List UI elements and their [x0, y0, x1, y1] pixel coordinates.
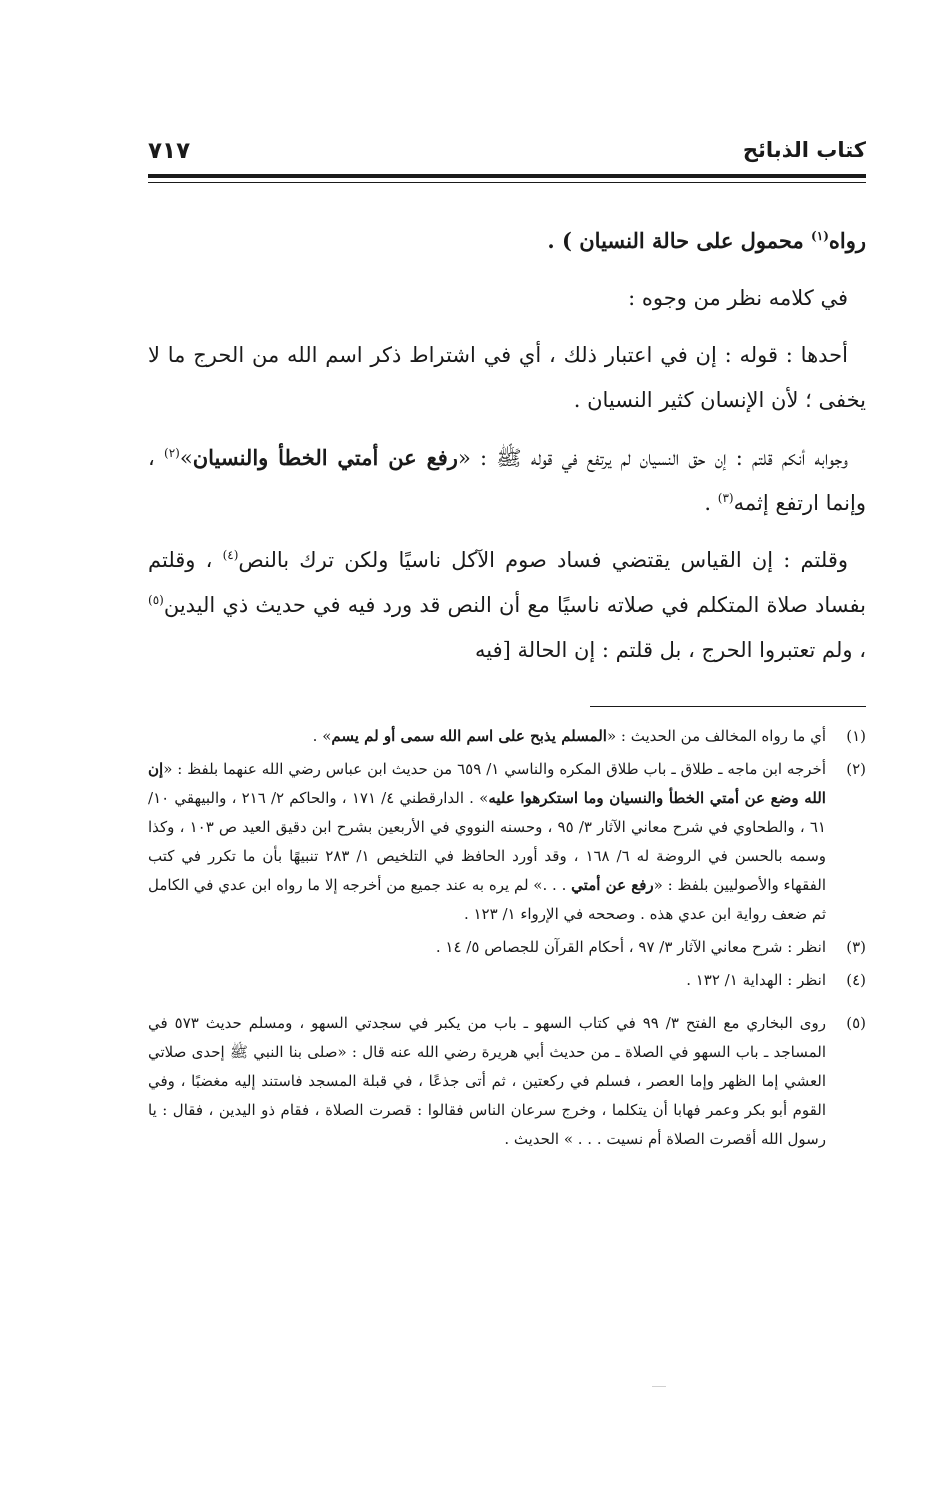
p5-text-b: ، وقلتم بفساد صلاة المتكلم في صلاته ناسيًا مع أن النص قد ورد فيه في حديث ذي اليدين	[148, 548, 866, 617]
footnote-text: أخرجه ابن ماجه ـ طلاق ـ باب طلاق المكره والناسي ١/ ٦٥٩ من حديث ابن عباس رضي الله عنهما بلفظ : «	[163, 760, 826, 778]
footnote-separator	[590, 706, 866, 707]
footnote-quote: رفع عن أمتي	[571, 876, 654, 894]
footnote-number: (٤)	[846, 971, 866, 989]
running-title: كتاب الذبائح	[742, 138, 866, 162]
footnote-4	[148, 966, 866, 995]
footnote-quote: إن الله وضع عن أمتي الخطأ والنسيان وما استكرهوا عليه	[148, 760, 826, 807]
p1-text-a: رواه	[828, 228, 866, 253]
header-rule-thin	[148, 182, 866, 183]
footnote-text: أي ما رواه المخالف من الحديث : «	[606, 727, 826, 745]
header-rule-thick	[148, 174, 866, 178]
paragraph-1	[148, 218, 866, 264]
footnote-quote: المسلم يذبح على اسم الله سمى أو لم يسم	[331, 727, 607, 745]
paragraph-2: في كلامه نظر من وجوه :	[628, 286, 848, 310]
paragraph-4	[148, 435, 866, 526]
p4-text-a: وجوابه أنكم قلتم : إن حق النسيان لم يرتفع في قوله ﷺ : «	[457, 446, 848, 470]
footnote-1	[148, 722, 866, 751]
footnote-number: (٣)	[846, 938, 866, 956]
p4-text-e: .	[704, 491, 718, 515]
paragraph-5	[148, 538, 866, 673]
footnote-text: انظر : شرح معاني الآثار ٣/ ٩٧ ، أحكام القرآن للجصاص ٥/ ١٤ .	[435, 938, 826, 956]
footnote-ref-5: (٥)	[148, 593, 164, 607]
p1-text-b: محمول على حالة النسيان ) .	[547, 228, 812, 253]
footnote-ref-4: (٤)	[222, 548, 239, 562]
footnote-text: . . .» لم يره به عند جميع من أخرجه إلا ما رواه ابن عدي في الكامل ثم ضعف رواية ابن عدي هذه . وصححه في الإرواء ١/ ١٢٣ .	[148, 876, 826, 923]
page-header	[148, 138, 866, 178]
paragraph-3: أحدها : قوله : إن في اعتبار ذلك ، أي في اشتراط ذكر اسم الله من الحرج ما لا يخفى ؛ لأن الإنسان كثير النسيان .	[148, 343, 866, 412]
footnote-ref-3: (٣)	[717, 491, 734, 505]
footnote-number: (٢)	[846, 760, 866, 778]
footnote-text: انظر : الهداية ١/ ١٣٢ .	[686, 971, 826, 989]
p4-text-c: »	[179, 446, 193, 470]
page-number: ٧١٧	[148, 138, 191, 164]
footnote-2	[148, 755, 866, 929]
footnote-3	[148, 933, 866, 962]
footnote-ref-1: (١)	[811, 229, 829, 243]
footnote-text: روى البخاري مع الفتح ٣/ ٩٩ في كتاب السهو ـ باب من يكبر في سجدتي السهو ، ومسلم حديث ٥٧٣ في المساجد ـ باب السهو في الصلاة ـ من حديث أبي هريرة رضي الله عنه قال : «صلى بنا النبي ﷺ إحدى صلاتي العشي إما الظهر وإما العصر ، فسلم في ركعتين ، ثم أتى جذعًا ، في قبلة المسجد فاستند إليه مغضبًا ، وفي القوم أبو بكر وعمر فهابا أن يتكلما ، وخرج سرعان الناس فقالوا : قصرت الصلاة ، فقام ذو اليدين ، فقال : يا رسول الله أقصرت الصلاة أم نسيت . . . » الحديث .	[148, 1014, 826, 1148]
footnote-5	[148, 1009, 866, 1154]
main-text	[148, 218, 866, 685]
p4-text-d: ، وإنما ارتفع إثمه	[148, 446, 866, 515]
footnotes	[148, 722, 866, 1158]
footnote-ref-2: (٢)	[164, 446, 180, 460]
p5-text-c: ، ولم تعتبروا الحرج ، بل قلتم : إن الحالة [فيه	[474, 638, 866, 662]
p5-text-a: وقلتم : إن القياس يقتضي فساد صوم الآكل ناسيًا ولكن ترك بالنص	[238, 548, 848, 572]
footnote-number: (٥)	[846, 1014, 866, 1032]
footnote-text: » .	[312, 727, 332, 745]
p4-hadith: رفع عن أمتي الخطأ والنسيان	[192, 445, 458, 470]
footnote-number: (١)	[846, 727, 866, 745]
footnote-text: » . الدارقطني ٤/ ١٧١ ، والحاكم ٢/ ٢١٦ ، والبيهقي ١٠/ ٦١ ، والطحاوي في شرح معاني الآثار ٣/ ٩٥ ، وحسنه النووي في الأربعين بشرح ابن دقيق العيد ص ١٠٣ ، وكذا وسمه بالحسن في الروضة له ٦/ ١٦٨ ، وقد أورد الحافظ في التلخيص ١/ ٢٨٣ تنبيهًا بأن ما تكرر في كتب الفقهاء والأصوليين بلفظ : «	[148, 789, 827, 894]
scan-mark	[652, 1386, 666, 1387]
